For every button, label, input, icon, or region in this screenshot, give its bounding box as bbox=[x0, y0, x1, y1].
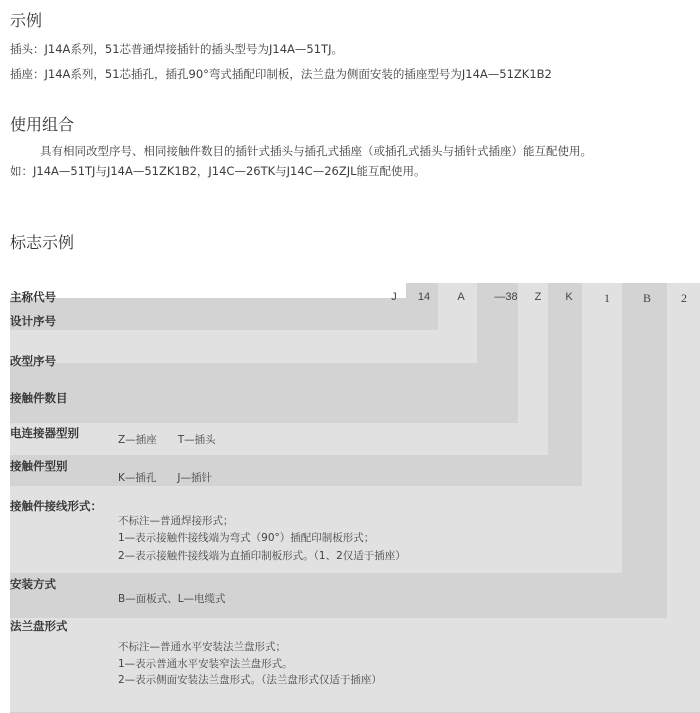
example-heading: 示例 bbox=[10, 11, 43, 30]
marking-heading: 标志示例 bbox=[10, 233, 75, 252]
desc-flange-1: 不标注—普通水平安装法兰盘形式； bbox=[118, 641, 286, 653]
code-char-main: J bbox=[391, 291, 397, 303]
desc-mounting: B—面板式、L—电缆式 bbox=[118, 593, 226, 605]
desc-connector-type: Z—插座 T—插头 bbox=[118, 434, 216, 446]
code-char-connector-type: Z bbox=[534, 291, 542, 303]
row-label-design-serial: 设计序号 bbox=[10, 314, 56, 328]
combination-heading: 使用组合 bbox=[10, 115, 75, 134]
combination-text-1: 具有相同改型序号、相同接触件数目的插针式插头与插孔式插座（或插孔式插头与插针式插座）能互配使用。 bbox=[40, 144, 592, 158]
row-label-wiring: 接触件接线形式： bbox=[10, 499, 102, 513]
row-label-contact-type: 接触件型别 bbox=[10, 459, 68, 473]
desc-flange-3: 2—表示侧面安装法兰盘形式。（法兰盘形式仅适于插座） bbox=[118, 674, 382, 686]
desc-wiring-2: 1—表示接触件接线端为弯式（90°）插配印制板形式； bbox=[118, 532, 375, 544]
code-char-modification: A bbox=[457, 291, 465, 303]
desc-wiring-1: 不标注—普通焊接形式； bbox=[118, 515, 234, 527]
desc-contact-type: K—插孔 J—插针 bbox=[118, 472, 212, 484]
plug-example-text: 插头：J14A系列，51芯普通焊接插针的插头型号为J14A—51TJ。 bbox=[10, 42, 343, 56]
combination-text-2: 如：J14A—51TJ与J14A—51ZK1B2，J14C—26TK与J14C—26ZJL能互配使用。 bbox=[10, 164, 426, 178]
row-label-modification: 改型序号 bbox=[10, 354, 56, 368]
row-label-mounting: 安装方式 bbox=[10, 577, 56, 591]
code-char-wiring: 1 bbox=[604, 291, 610, 305]
row-label-contact-count: 接触件数目 bbox=[10, 391, 68, 405]
row-label-connector-type: 电连接器型别 bbox=[10, 426, 79, 440]
code-char-mounting: B bbox=[642, 291, 652, 305]
band-main-code bbox=[10, 283, 406, 298]
desc-flange-2: 1—表示普通水平安装窄法兰盘形式。 bbox=[118, 658, 293, 670]
code-char-flange: 2 bbox=[681, 291, 687, 305]
row-label-flange: 法兰盘形式 bbox=[10, 619, 68, 633]
socket-example-text: 插座：J14A系列，51芯插孔，插孔90°弯式插配印制板，法兰盘为侧面安装的插座型号为J14A—51ZK1B2 bbox=[10, 67, 552, 81]
row-label-main-code: 主称代号 bbox=[10, 290, 56, 304]
code-char-contact-type: K bbox=[565, 291, 573, 303]
code-char-count: —38 bbox=[494, 291, 518, 303]
desc-wiring-3: 2—表示接触件接线端为直插印制板形式。（1、2仅适于插座） bbox=[118, 550, 406, 562]
code-char-design: 14 bbox=[417, 291, 431, 303]
